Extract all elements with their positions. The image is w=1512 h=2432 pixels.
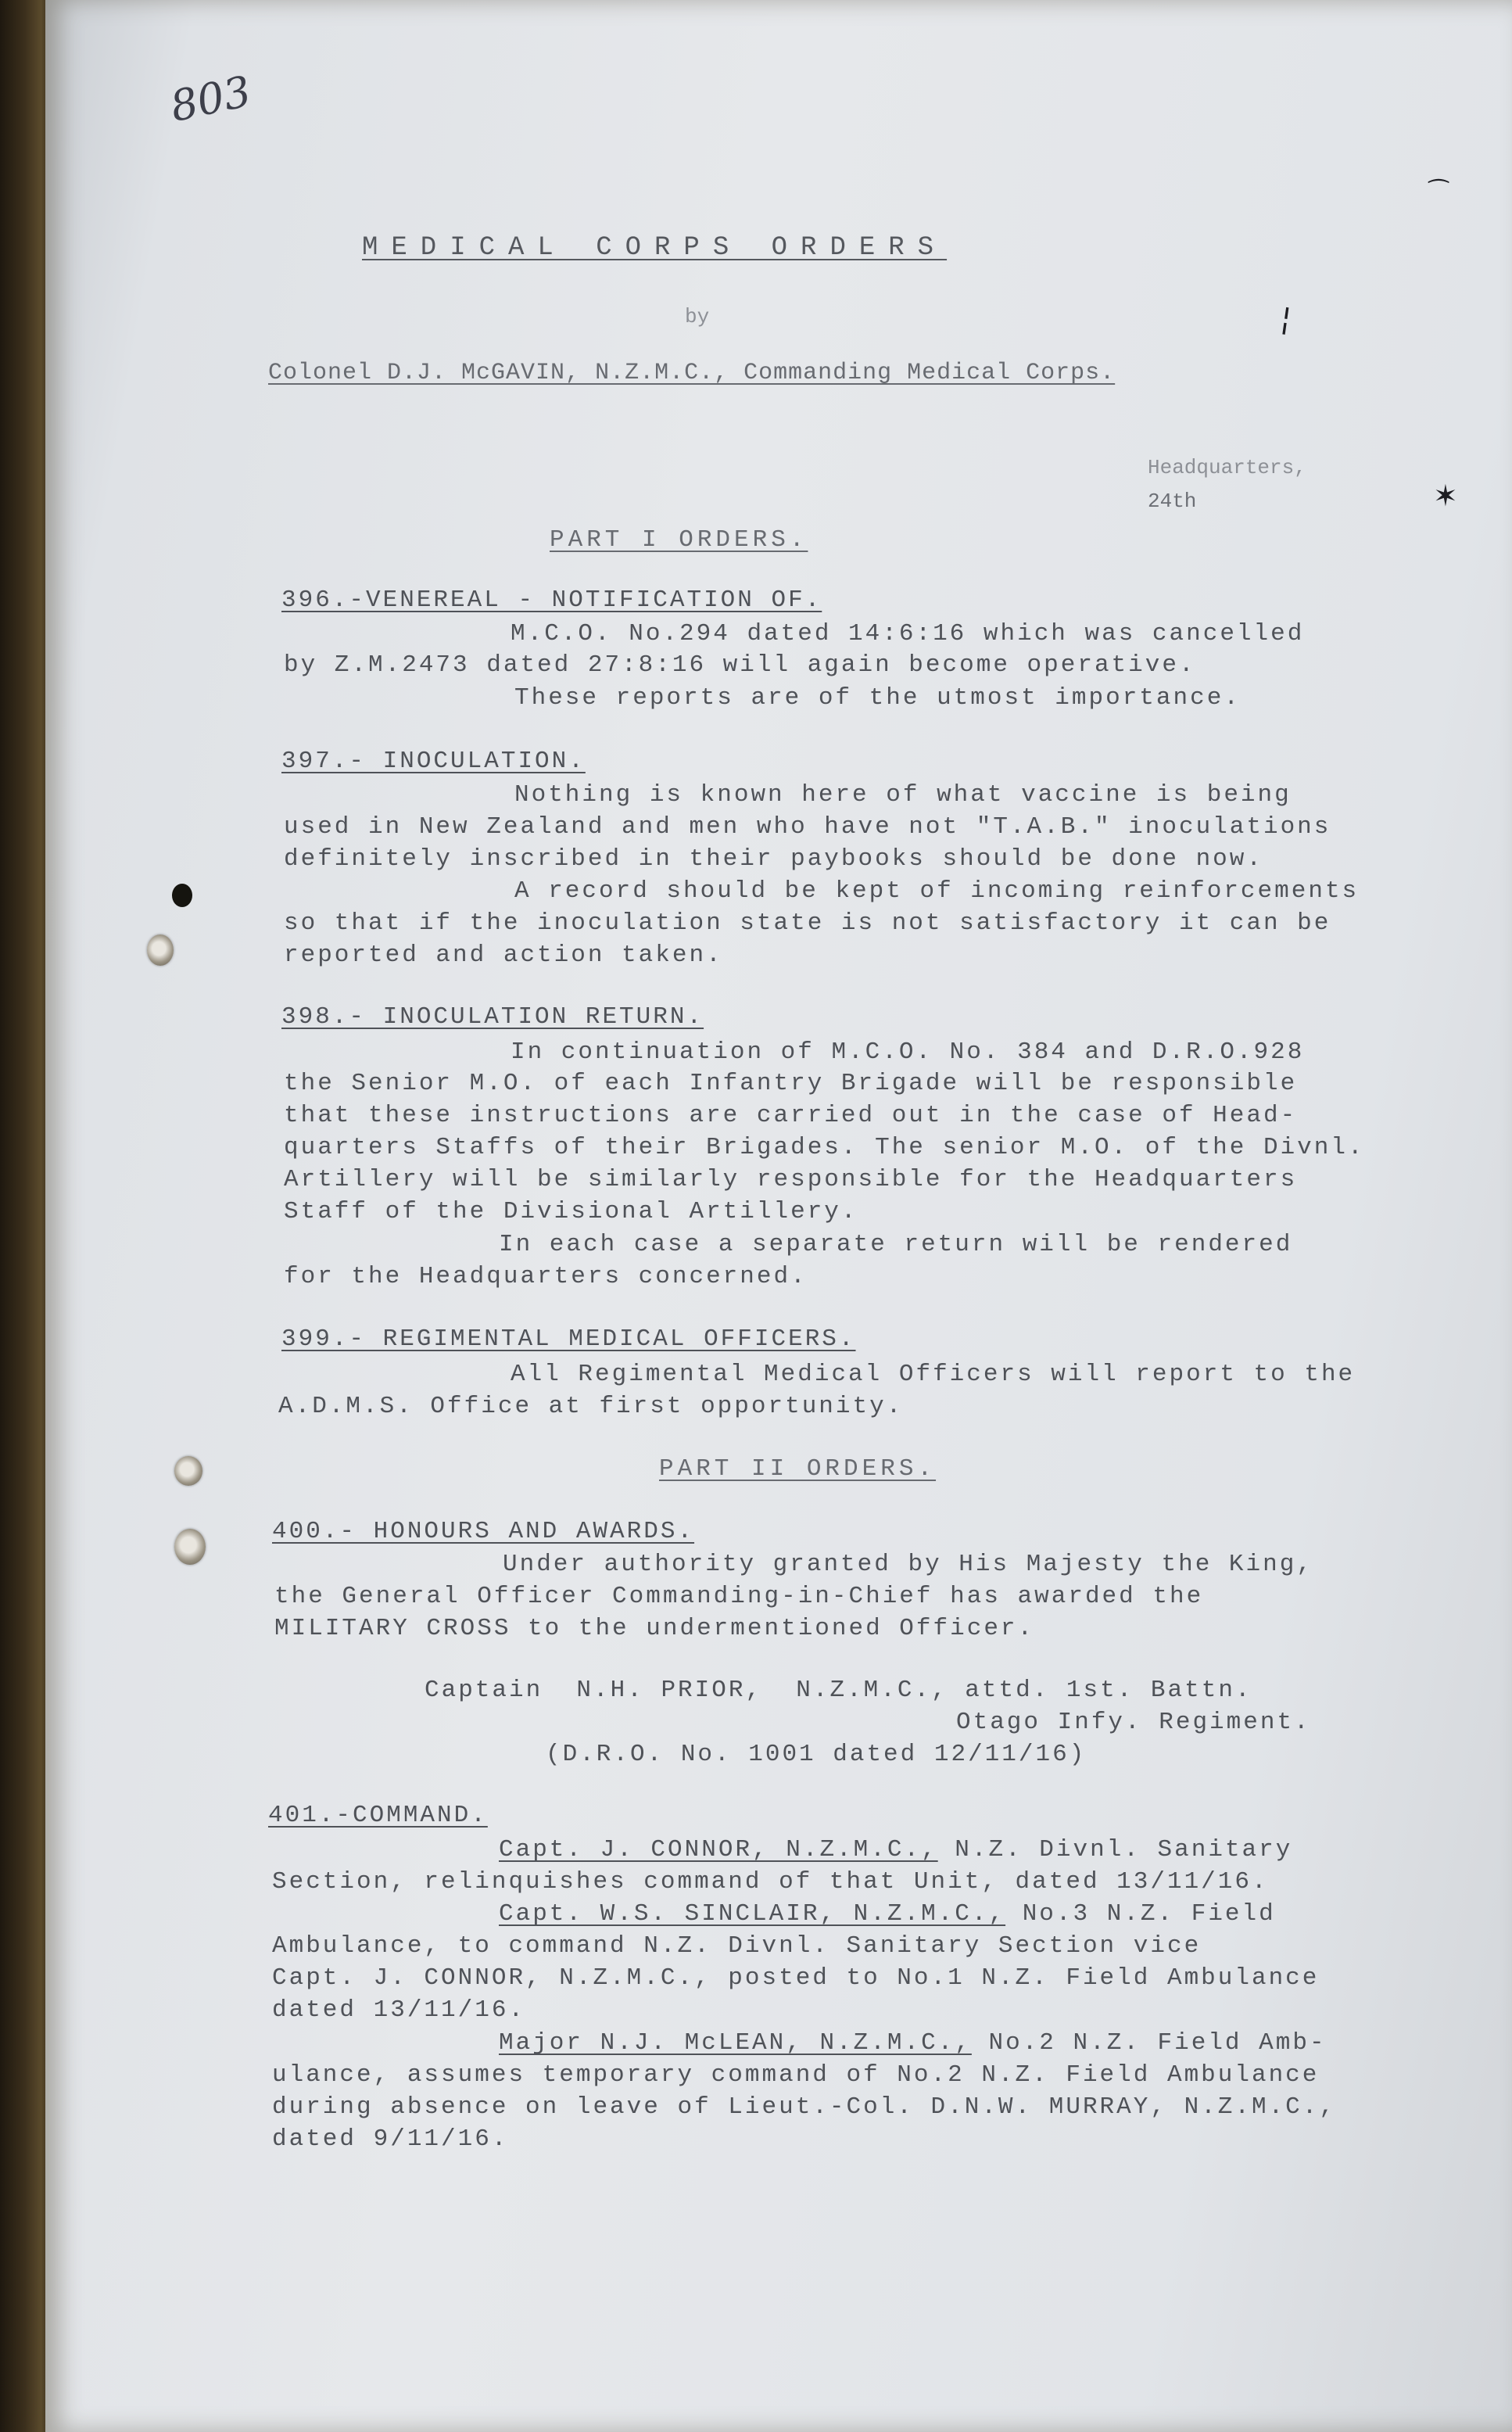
ink-blot [172, 884, 192, 907]
item-401-para-2-first-line [499, 1902, 1276, 1926]
punch-hole [174, 1529, 206, 1565]
item-398-title: 398.- INOCULATION RETURN. [281, 1003, 704, 1031]
item-401-line: Section, relinquishes command of that Unit, dated 13/11/16. [272, 1868, 1269, 1896]
item-400-line: the General Officer Commanding-in-Chief has awarded the [274, 1583, 1204, 1610]
item-401-line: ulance, assumes temporary command of No.2 N.Z. Field Ambulance [272, 2061, 1320, 2089]
item-398-line: quarters Staffs of their Brigades. The senior M.O. of the Divnl. [284, 1134, 1365, 1161]
handwritten-folio-number: 803 [166, 66, 256, 132]
item-401-line: Ambulance, to command N.Z. Divnl. Sanitary Section vice [272, 1932, 1202, 1960]
item-397-line: definitely inscribed in their paybooks should be done now. [284, 845, 1263, 873]
issuer-line: Colonel D.J. McGAVIN, N.Z.M.C., Commanding Medical Corps. [268, 360, 1116, 386]
item-398-line: In each case a separate return will be rendered [499, 1231, 1293, 1258]
item-401-text: No.2 N.Z. Field Amb- [971, 2029, 1327, 2057]
item-401-line: during absence on leave of Lieut.-Col. D.N.W. MURRAY, N.Z.M.C., [272, 2093, 1336, 2121]
item-399-title: 399.- REGIMENTAL MEDICAL OFFICERS. [281, 1325, 856, 1353]
item-396-line: by Z.M.2473 dated 27:8:16 will again become operative. [284, 651, 1196, 679]
item-398-line: that these instructions are carried out in the case of Head- [284, 1102, 1298, 1129]
punch-hole [147, 934, 174, 966]
item-401-line: dated 13/11/16. [272, 1996, 526, 2024]
item-397-line: so that if the inoculation state is not satisfactory it can be [284, 909, 1331, 937]
item-400-title: 400.- HONOURS AND AWARDS. [272, 1518, 695, 1545]
award-reference: (D.R.O. No. 1001 dated 12/11/16) [546, 1741, 1087, 1768]
item-398-line: the Senior M.O. of each Infantry Brigade will be responsible [284, 1070, 1298, 1097]
part-two-heading: PART II ORDERS. [659, 1455, 937, 1483]
item-399-line: A.D.M.S. Office at first opportunity. [278, 1393, 904, 1420]
item-396-title: 396.-VENEREAL - NOTIFICATION OF. [281, 586, 822, 614]
item-400-line: MILITARY CROSS to the undermentioned Officer. [274, 1615, 1035, 1642]
ink-mark: ¦ [1277, 300, 1294, 338]
item-401-text: N.Z. Divnl. Sanitary [937, 1836, 1293, 1863]
item-401-line: dated 9/11/16. [272, 2125, 509, 2153]
item-397-line: Nothing is known here of what vaccine is being [514, 781, 1292, 809]
part-one-heading: PART I ORDERS. [550, 526, 808, 554]
item-398-line: Artillery will be similarly responsible for the Headquarters [284, 1166, 1298, 1193]
by-label: by [685, 305, 710, 328]
item-401-para-3-first-line [499, 2031, 1327, 2055]
item-401-text: No.3 N.Z. Field [1005, 1900, 1276, 1928]
punch-hole [174, 1456, 202, 1486]
award-recipient-line: Otago Infy. Regiment. [956, 1709, 1311, 1736]
item-399-line: All Regimental Medical Officers will report to the [511, 1361, 1356, 1388]
item-397-line: reported and action taken. [284, 942, 723, 969]
item-401-title: 401.-COMMAND. [268, 1802, 488, 1829]
item-397-line: used in New Zealand and men who have not "T.A.B." inoculations [284, 813, 1331, 841]
item-401-line: Capt. J. CONNOR, N.Z.M.C., posted to No.1 N.Z. Field Ambulance [272, 1964, 1320, 1992]
item-396-line: These reports are of the utmost importance. [514, 684, 1241, 712]
place-label: Headquarters, [1148, 456, 1306, 479]
officer-name: Major N.J. McLEAN, N.Z.M.C., [499, 2029, 972, 2057]
item-398-line: for the Headquarters concerned. [284, 1263, 808, 1290]
place-date: 24th [1148, 490, 1197, 513]
award-recipient-line: Captain N.H. PRIOR, N.Z.M.C., attd. 1st. Battn. [425, 1677, 1252, 1704]
item-397-title: 397.- INOCULATION. [281, 748, 586, 775]
ink-mark: ✶ [1433, 479, 1458, 513]
item-398-line: In continuation of M.C.O. No. 384 and D.R.O.928 [511, 1038, 1305, 1066]
officer-name: Capt. J. CONNOR, N.Z.M.C., [499, 1836, 938, 1863]
document-page [45, 0, 1512, 2432]
ink-mark: ⁀ [1429, 180, 1449, 207]
officer-name: Capt. W.S. SINCLAIR, N.Z.M.C., [499, 1900, 1006, 1928]
item-400-line: Under authority granted by His Majesty the King, [503, 1551, 1313, 1578]
item-401-para-1-first-line [499, 1838, 1292, 1862]
document-title: MEDICAL CORPS ORDERS [362, 233, 948, 263]
item-398-line: Staff of the Divisional Artillery. [284, 1198, 858, 1225]
item-396-line: M.C.O. No.294 dated 14:6:16 which was cancelled [511, 620, 1305, 647]
item-397-line: A record should be kept of incoming reinforcements [514, 877, 1360, 905]
